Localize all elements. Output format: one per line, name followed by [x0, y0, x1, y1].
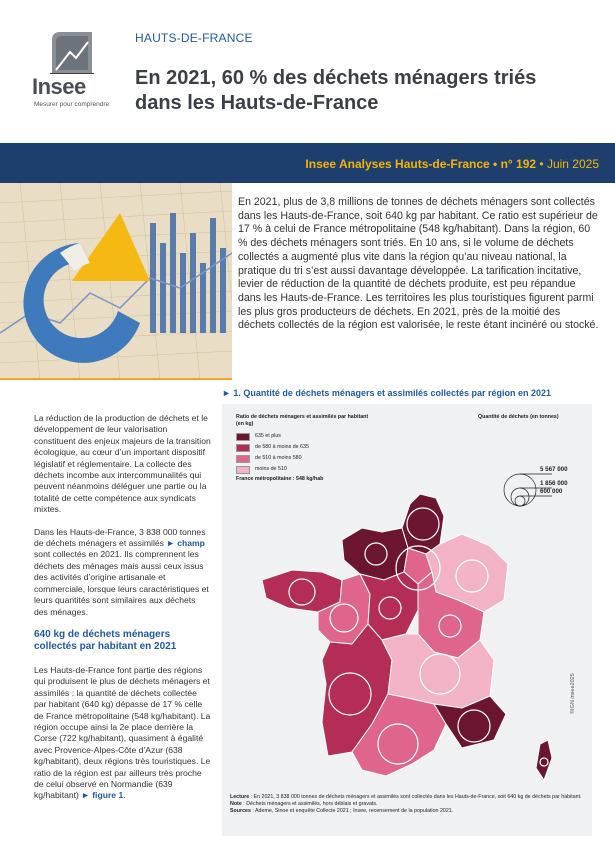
page-title — [135, 66, 595, 116]
band-bullet-2: • — [536, 157, 547, 171]
intro-paragraph: La réduction de la production de déchets et le développement de leur valorisation constituent des enjeux majeurs de la transition écologique, au cœur d’un important dispositif législatif et réglementaire. La collecte des déchets incombe aux intercommunalités qui peuvent néanmoins déléguer une partie ou la totalité de cette compétence aux syndicats mixtes. — [34, 413, 211, 515]
title-line-2: dans les Hauts-de-France — [135, 92, 379, 114]
legend-label: moins de 510 — [255, 466, 287, 473]
title-line-1: En 2021, 60 % des déchets ménagers triés — [135, 67, 537, 89]
p2-text-end: sont collectés en 2021. Ils comprennent les déchets des ménages mais aussi ceux issus des activités d’origine artisanale et commerciale, lorsque leurs caractéristiques et leurs quantités sont similaires aux déchets des ménages. — [34, 549, 209, 617]
legend-swatch — [236, 433, 250, 441]
paragraph-2 — [34, 527, 211, 618]
header — [0, 0, 615, 143]
size-label: 1 856 000 — [540, 480, 568, 487]
legend-label: de 580 à moins de 635 — [255, 444, 309, 451]
size-label: 5 567 000 — [540, 466, 568, 473]
figure-1-link[interactable]: ► figure 1 — [81, 790, 124, 801]
legend-label: de 510 à moins 580 — [255, 455, 302, 462]
publication-name: Insee Analyses Hauts-de-France — [305, 157, 490, 171]
legend-swatch — [236, 444, 250, 452]
france-metro-value: France métropolitaine : 548 kg/hab — [236, 476, 324, 483]
region-hauts-de-france — [402, 494, 444, 554]
note-lecture-text: : En 2021, 3 838 000 tonnes de déchets ménagers et assimilés sont collectés dans les Hauts-de-France, soit 640 kg de déchets par habitant. — [249, 794, 582, 800]
region-corse — [536, 740, 552, 780]
p3-text-start: Les Hauts-de-France font partie des régions qui produisent le plus de déchets ménagers et assimilés : la quantité de déchets collectée par habitant (640 kg) dépasse de 17 % celle de France métropolitaine (548 kg/habitant). La région occupe ainsi la 2e place derrière la Corse (722 kg/habitant), quasiment à égalité avec Provence-Alpes-Côte d’Azur (638 kg/habitant), deux régions très touristiques. Le ratio de la région est par ailleurs très proche de celui observé en Normandie (639 kg/habitant) — [34, 664, 211, 801]
size-legend — [478, 414, 578, 495]
size-legend-title: Quantité de déchets (en tonnes) — [478, 414, 559, 420]
legend-row — [236, 453, 376, 464]
legend-title: Ratio de déchets ménagers et assimilés par habitant (en kg) — [236, 414, 369, 427]
publication-band — [0, 143, 615, 183]
publication-info — [305, 157, 599, 171]
note-main — [230, 801, 586, 808]
cover-illustration — [0, 183, 232, 379]
sources-label: Sources — [230, 808, 251, 815]
p3-text-end: . — [123, 790, 126, 801]
region-label: HAUTS-DE-FRANCE — [135, 31, 253, 45]
map-credit: ©IGN insee2025 — [570, 673, 576, 714]
logo-tagline: Mesurer pour comprendre — [34, 101, 110, 108]
insee-logo[interactable] — [30, 30, 110, 110]
legend-swatch — [236, 455, 250, 463]
size-legend-large — [504, 474, 536, 506]
note-label: Note — [230, 801, 242, 808]
section-heading: 640 kg de déchets ménagers collectés par habitant en 2021 — [34, 628, 177, 653]
abstract: En 2021, plus de 3,8 millions de tonnes de déchets ménagers sont collectés dans les Hauts-de-France, soit 640 kg par habitant. Ce ratio est supérieur de 17 % à celui de France métropolitaine (548 kg/habitant). Dans la région, 60 % des déchets ménagers sont triés. En 10 ans, si le volume de déchets collectés a augmenté plus vite dans la région qu’au niveau national, la pratique du tri s’est aussi davantage développée. La tarification incitative, levier de réduction de la quantité de déchets produite, est peu répandue dans les Hauts-de-France. Les territoires les plus touristiques figurent parmi les plus gros producteurs de déchets. En 2021, près de la moitié des déchets collectés de la région est valorisée, le reste étant incinéré ou stocké. — [238, 196, 599, 332]
p2-text-start: Dans les Hauts-de-France, 3 838 000 tonnes de déchets ménagers et assimilés — [34, 526, 206, 549]
publication-date: Juin 2025 — [546, 157, 599, 171]
legend-row — [236, 464, 376, 475]
logo-word: Insee — [32, 74, 86, 99]
band-bullet-1: • — [489, 157, 501, 171]
legend-row — [236, 431, 376, 442]
sources-text: : Ademe, Sinoe et enquête Collecte 2021 ; Insee, recensement de la population 2021. — [250, 808, 454, 815]
note-text: : Déchets ménagers et assimilés, hors déblais et gravats. — [241, 801, 378, 808]
size-legend-small — [515, 496, 525, 506]
legend-label: 635 et plus — [255, 433, 281, 440]
left-column — [34, 413, 211, 813]
legend-swatch — [236, 466, 250, 474]
note-lecture — [230, 794, 586, 801]
cover-chart-image — [0, 183, 232, 379]
figure-title: ► 1. Quantité de déchets ménagers et assimilés collectés par région en 2021 — [222, 388, 552, 398]
champ-link[interactable]: ► champ — [166, 538, 205, 549]
color-legend — [236, 414, 376, 483]
region-bretagne — [262, 570, 342, 612]
note-lecture-label: Lecture — [230, 794, 250, 800]
figure-panel — [222, 404, 592, 836]
region-normandie — [342, 528, 408, 580]
insee-logo-mark-icon — [46, 30, 96, 74]
figure-notes — [230, 794, 586, 816]
note-sources — [230, 808, 586, 815]
paragraph-3 — [34, 665, 211, 802]
publication-number: n° 192 — [500, 157, 537, 171]
cover-divider — [0, 378, 232, 380]
legend-row — [236, 442, 376, 453]
size-legend-medium — [511, 488, 529, 506]
figure-1 — [222, 388, 592, 838]
size-label: 600 000 — [540, 488, 563, 495]
